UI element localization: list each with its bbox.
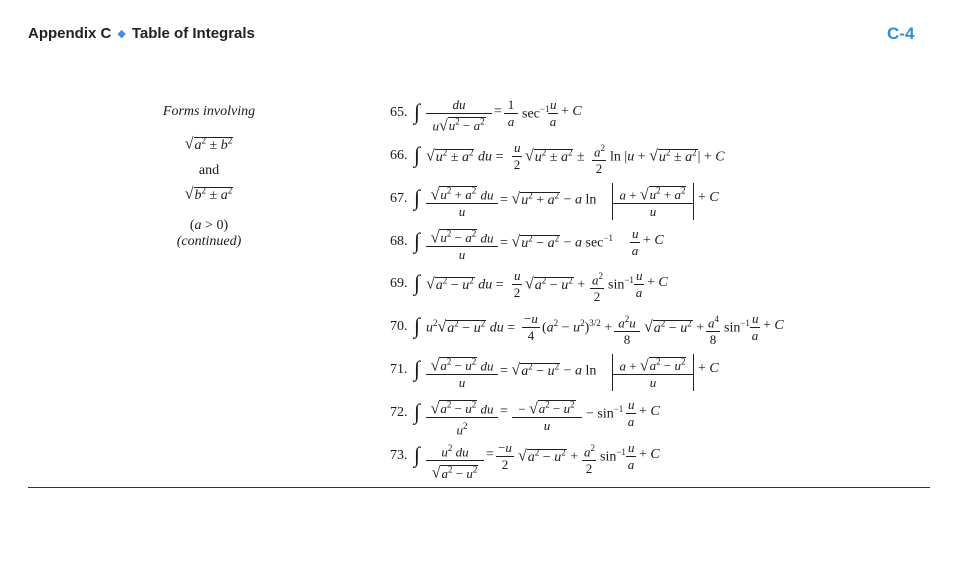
section-title: Table of Integrals <box>131 25 255 42</box>
sidebar-form-1: $√a^2 \pm b^2$ <box>184 135 233 153</box>
page-number: C-4 <box>887 24 915 43</box>
diamond-icon: ◆ <box>117 28 126 40</box>
sidebar-continued: (continued) <box>176 234 242 249</box>
running-header <box>28 25 255 42</box>
bottom-rule <box>28 487 930 488</box>
appendix-label: Appendix C <box>28 25 112 42</box>
sidebar-heading: Forms involving <box>162 104 256 119</box>
sidebar-and: and <box>198 163 220 178</box>
sidebar-condition: (a > 0) <box>189 218 229 233</box>
sidebar-form-2: $√b^2 \pm a^2$ <box>184 185 233 203</box>
